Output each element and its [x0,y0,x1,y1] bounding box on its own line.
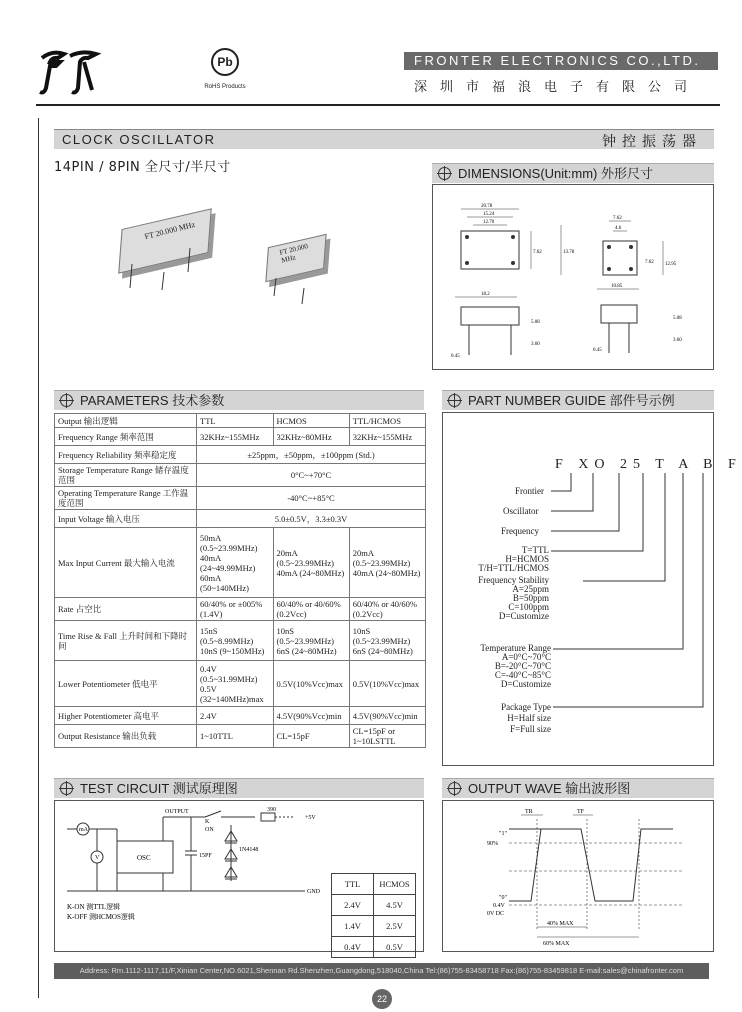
output-wave-section-header [442,778,714,798]
product-title-en: CLOCK OSCILLATOR [62,132,216,147]
pn-temp-2: B=-20°C~70°C [494,661,551,671]
part-number-title: PART NUMBER GUIDE 部件号示例 [468,393,675,408]
param-value: 32KHz~155MHz [349,428,425,446]
dim-full-side-h: 5.08 [531,320,540,325]
tc-level-table [331,873,416,958]
param-value: 10nS (0.5~23.99MHz) 6nS (24~80MHz) [349,621,425,661]
pn-stability-options [465,576,549,621]
tc-table-cell: 0.4V [332,937,374,958]
dim-half-w2: 4.6 [615,226,622,231]
tc-legend-1: K-OFF 测HCMOS逻辑 [67,913,135,921]
param-label: Max Input Current 最大输入电流 [55,528,197,598]
test-circuit-title: TEST CIRCUIT 测试原理图 [80,781,238,796]
tc-osc-label: OSC [137,854,151,862]
pn-package-1: H=Half size [507,713,551,723]
tc-k-label: K [205,819,210,825]
param-value: 20mA (0.5~23.99MHz) 40mA (24~80MHz) [349,528,425,598]
rohs-badge [200,48,250,100]
param-row [55,528,426,598]
param-row [55,661,426,707]
test-circuit-section-header [54,778,424,798]
param-value: 60/40% or 40/60%(0.2Vcc) [349,598,425,621]
param-value: CL=15pF [273,725,349,748]
rohs-symbol: Pb [211,48,239,76]
param-value: -40°C~+85°C [197,487,426,510]
parameters-table-wrap [54,413,426,748]
pn-stability-2: B=50ppm [512,593,549,603]
ow-tf: TF [577,809,585,815]
half-size-chip-image [264,236,330,292]
ow-gnd: 0V DC [487,911,505,917]
param-value: 10nS (0.5~23.99MHz) 6nS (24~80MHz) [273,621,349,661]
param-value: 15nS (0.5~8.99MHz) 10nS (9~150MHz) [197,621,274,661]
param-value: 32KHz~80MHz [273,428,349,446]
param-value: TTL [197,414,274,428]
page-number: 22 [372,989,392,1009]
tc-table-h1: HCMOS [374,874,416,895]
dim-full-h1: 13.78 [563,250,575,255]
param-value: 2.4V [197,707,274,725]
param-value: 0.5V(10%Vcc)max [349,661,425,707]
tc-table-cell: 2.4V [332,895,374,916]
param-row [55,464,426,487]
pn-stability-1: A=25ppm [512,584,549,594]
param-value: 4.5V(90%Vcc)min [273,707,349,725]
crosshair-icon [60,394,73,407]
part-number-panel [442,412,742,766]
dim-half-side-w: 10.85 [611,284,623,289]
full-size-chip-image [118,214,210,274]
pn-stability-0: Frequency Stability [478,575,549,585]
param-row [55,598,426,621]
pn-frequency: Frequency [501,526,539,536]
pn-oscillator: Oscillator [503,506,539,516]
dim-full-lead: 3.60 [531,342,540,347]
pn-output-0: T=TTL [521,545,549,555]
dim-half-lead: 3.60 [673,338,682,343]
param-value: 32KHz~155MHz [197,428,274,446]
pn-output-1: H=HCMOS [505,554,549,564]
dim-half-h1: 12.95 [665,262,677,267]
tc-volt-label: +5V [305,815,316,821]
tc-voltmeter: V [95,855,100,861]
tc-res-label: 390 [267,807,276,813]
dimensions-title: DIMENSIONS(Unit:mm) 外形尺寸 [458,166,654,181]
dim-full-side-w: 18.2 [481,292,490,297]
pn-stability-4: D=Customize [498,611,549,621]
param-value: 0.4V (0.5~31.99MHz) 0.5V (32~140MHz)max [197,661,274,707]
param-row [55,725,426,748]
tc-legend-0: K-ON 测TTL逻辑 [67,903,121,911]
parameters-title: PARAMETERS 技术参数 [80,393,225,408]
dim-full-h2: 7.62 [533,250,542,255]
tc-ammeter: mA [79,827,88,833]
header-divider [36,104,720,106]
tc-output-label: OUTPUT [165,809,189,815]
pn-temp-3: C=-40°C~85°C [494,670,551,680]
pn-package-options [465,702,551,735]
param-value: 60/40% or 40/60%(0.2Vcc) [273,598,349,621]
pn-frontier: Frontier [515,486,544,496]
pn-package-0: Package Type [501,702,551,712]
half-chip-marking: FT 20.000 MHz [278,242,309,265]
pn-output-options [465,546,549,573]
param-row [55,510,426,528]
param-label: Storage Temperature Range 储存温度范围 [55,464,197,487]
param-row [55,487,426,510]
part-number-section-header [442,390,714,410]
param-label: Input Voltage 输入电压 [55,510,197,528]
param-value: 0.5V(10%Vcc)max [273,661,349,707]
param-value: HCMOS [273,414,349,428]
param-label: Output 输出逻辑 [55,414,197,428]
param-value: 5.0±0.5V，3.3±0.3V [197,510,426,528]
dim-half-w1: 7.62 [613,216,622,221]
test-circuit-diagram [54,800,424,952]
param-value: 1~10TTL [197,725,274,748]
parameters-table [54,413,426,748]
pn-temp-1: A=0°C~70°C [501,652,551,662]
pn-output-2: T/H=TTL/HCMOS [478,563,549,573]
ow-tr: TR [525,809,533,815]
crosshair-icon [438,167,451,180]
dimensions-section-header [432,163,714,183]
company-name-en: FRONTER ELECTRONICS CO.,LTD. [404,52,718,70]
tc-diode-label: 1N4148 [239,847,259,853]
dim-full-w2: 15.24 [483,212,495,217]
company-logo [38,48,100,98]
param-value: CL=15pF or 1~10LSTTL [349,725,425,748]
tc-table-cell: 1.4V [332,916,374,937]
param-label: Time Rise & Fall 上升时间和下降时间 [55,621,197,661]
param-row [55,707,426,725]
full-chip-marking: FT 20.000 MHz [143,219,196,242]
tc-cap-label: 15PF [199,853,212,859]
param-value: 20mA (0.5~23.99MHz) 40mA (24~80MHz) [273,528,349,598]
ow-max2: 60% MAX [543,941,570,947]
pn-stability-3: C=100ppm [508,602,549,612]
dim-half-side-h: 5.08 [673,316,682,321]
param-row [55,414,426,428]
param-label: Output Resistance 输出负载 [55,725,197,748]
crosshair-icon [448,782,461,795]
ow-zero: "0" [499,895,507,901]
param-value: 50mA (0.5~23.99MHz) 40mA (24~49.99MHz) 60mA (50~140MHz) [197,528,274,598]
param-value: ±25ppm，±50ppm，±100ppm (Std.) [197,446,426,464]
param-value: TTL/HCMOS [349,414,425,428]
product-title-bar [54,129,714,149]
pn-temp-0: Temperature Range [480,643,551,653]
tc-gnd-label: GND [307,889,320,895]
dimensions-drawing [432,184,714,370]
pn-package-2: F=Full size [510,724,551,734]
tc-table-cell: 4.5V [374,895,416,916]
param-label: Frequency Range 频率范围 [55,428,197,446]
param-value: 0°C~+70°C [197,464,426,487]
param-row [55,446,426,464]
dim-full-pin: 0.45 [451,354,460,359]
tc-on-label: ON [205,827,214,833]
param-label: Lower Potentiometer 低电平 [55,661,197,707]
param-label: Frequency Reliability 频率稳定度 [55,446,197,464]
pn-temp-4: D=Customize [500,679,551,689]
param-row [55,428,426,446]
ow-low: 0.4V [493,903,505,909]
param-label: Rate 占空比 [55,598,197,621]
ow-max1: 40% MAX [547,921,574,927]
param-row [55,621,426,661]
output-wave-diagram [442,800,714,952]
tc-table-h0: TTL [332,874,374,895]
param-label: Operating Temperature Range 工作温度范围 [55,487,197,510]
ow-vcc: 90% [487,841,498,847]
param-value: 4.5V(90%Vcc)min [349,707,425,725]
dim-half-pin: 0.45 [593,348,602,353]
dim-full-w3: 12.70 [483,220,495,225]
crosshair-icon [60,782,73,795]
company-name-cn: 深圳市福浪电子有限公司 [414,80,701,95]
output-wave-title: OUTPUT WAVE 输出波形图 [468,781,631,796]
parameters-section-header [54,390,424,410]
param-label: Higher Potentiometer 高电平 [55,707,197,725]
footer-address: Address: Rm.1112-1117,11/F,Xinian Center,NO.6021,Shennan Rd.Shenzhen,Guangdong,518040,China Tel:(86)755-83458718 Fax:(86)755-83459818 E-mail:sales@chinafronter.com [54,963,709,979]
dim-full-w1: 20.78 [481,204,493,209]
rohs-label: RoHS Products [204,84,246,90]
dim-half-h2: 7.62 [645,260,654,265]
ow-one: "1" [499,831,507,837]
tc-table-cell: 0.5V [374,937,416,958]
crosshair-icon [448,394,461,407]
pn-temp-options [465,644,551,689]
product-subtitle: 14PIN / 8PIN 全尺寸/半尺寸 [54,160,231,175]
tc-table-cell: 2.5V [374,916,416,937]
product-title-cn: 钟控振荡器 [602,134,702,150]
param-value: 60/40% or ±005%(1.4V) [197,598,274,621]
part-number-code: F XO 25 T A B F [555,457,742,472]
